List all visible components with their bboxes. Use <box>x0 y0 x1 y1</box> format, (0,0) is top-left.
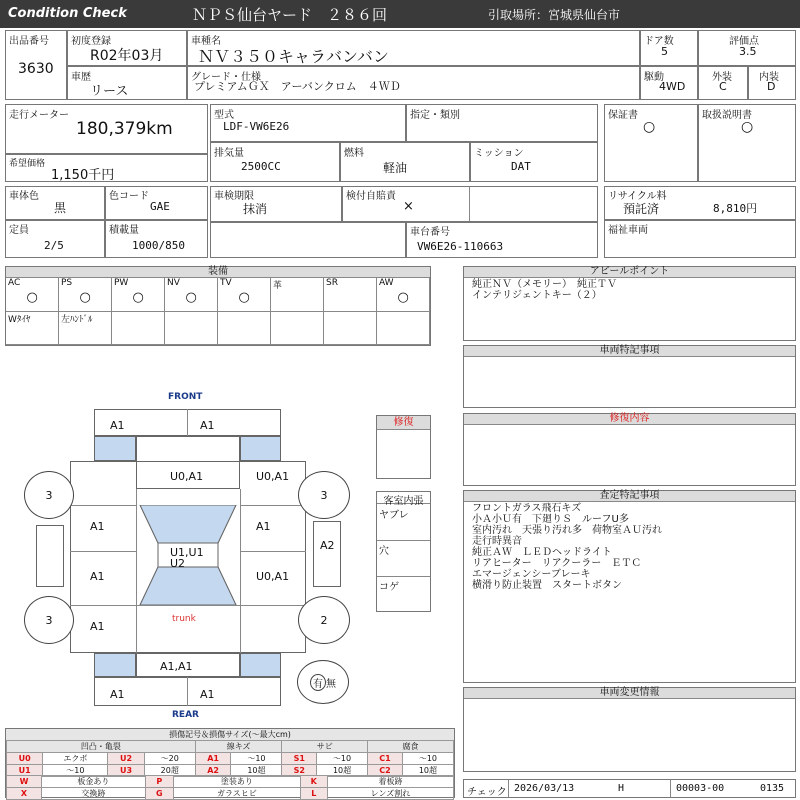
legend-cell: C1 <box>368 753 403 765</box>
inspection-code: 00003-00 <box>676 783 725 794</box>
color-code-box <box>105 186 208 220</box>
model-value: LDF-VW6E26 <box>223 120 290 133</box>
equipment-cell <box>377 278 430 312</box>
grade-value: プレミアムＧＸ アーバンクロム ４ＷＤ <box>194 80 401 93</box>
tire-rear-right <box>298 596 350 644</box>
equipment-value: ○ <box>132 290 144 305</box>
recycle-status: 預託済 <box>623 202 660 216</box>
exterior-grade-box <box>698 66 748 100</box>
inspection-number: 0135 <box>760 783 785 794</box>
body-color-box <box>5 186 105 220</box>
left-side-panel <box>36 525 64 587</box>
manual-value: ○ <box>741 119 754 135</box>
capacity-value: 2/5 <box>44 239 64 252</box>
damage-legend <box>5 728 455 798</box>
pickup-location: 引取場所：宮城県仙台市 <box>488 8 621 22</box>
note-line: フロントガラス飛石キズ <box>472 503 582 514</box>
equipment-key: PW <box>114 278 129 288</box>
vehicle-changes-title: 車両変更情報 <box>464 688 795 699</box>
equipment-value: ○ <box>185 290 197 305</box>
model-label: 型式 <box>214 110 234 121</box>
legend-cell: 20超 <box>144 765 195 777</box>
equipment-value: ○ <box>238 290 250 305</box>
special-notes-panel <box>463 345 796 408</box>
load-value: 1000/850 <box>132 239 185 252</box>
tire-rear-left <box>24 596 74 644</box>
legend-cell: 交換跡 <box>42 788 146 800</box>
vehicle-changes-panel <box>463 687 796 772</box>
transmission-value: DAT <box>511 160 531 173</box>
equipment-key: Wﾀｲﾔ <box>8 315 31 325</box>
equipment-panel <box>5 266 431 346</box>
repair-history-panel <box>463 413 796 486</box>
welfare-label: 福祉車両 <box>608 225 648 236</box>
spare-tire <box>297 660 349 704</box>
history-label: 車歴 <box>71 72 91 83</box>
grade-box <box>187 66 640 100</box>
mark-right-rear-door: U0,A1 <box>256 570 290 583</box>
mileage-label: 走行メーター <box>9 110 69 121</box>
legend-cell: C2 <box>368 765 403 777</box>
equipment-key: 革 <box>273 281 283 291</box>
first-reg-value: R02年03月 <box>90 48 164 64</box>
mileage-box <box>5 104 208 154</box>
mark-left-front-door: A1 <box>90 520 105 533</box>
body-color-label: 車体色 <box>9 191 39 202</box>
footer-bar <box>463 779 796 798</box>
load-label: 積載量 <box>109 225 139 236</box>
color-code-label: 色コード <box>109 191 149 202</box>
repair-box <box>376 415 431 479</box>
equipment-cell <box>6 312 59 345</box>
mileage-value: 180,379km <box>76 119 173 139</box>
equipment-cell <box>112 312 165 345</box>
displacement-label: 排気量 <box>214 148 244 159</box>
legend-cell: エクボ <box>43 753 108 765</box>
lot-number: 3630 <box>18 61 54 77</box>
note-line: 小Ａ小Ｕ有 下廻りＳ ルーフU多 <box>472 514 629 525</box>
interior-burn: コゲ <box>379 582 399 593</box>
manual-box <box>698 104 796 182</box>
legend-cell: レンズ割れ <box>327 788 453 800</box>
legend-cell: U1 <box>7 765 43 777</box>
equipment-cell <box>218 278 271 312</box>
legend-cell: S2 <box>282 765 317 777</box>
mark-right-side: A2 <box>320 539 335 552</box>
chassis-label: 車台番号 <box>410 227 450 238</box>
color-code-value: GAE <box>150 200 170 213</box>
legend-cell: 〜10 <box>402 753 453 765</box>
equipment-value: ○ <box>26 290 38 305</box>
doors-label: ドア数 <box>644 36 674 47</box>
mark-right-front-door: A1 <box>256 520 271 533</box>
legend-head: 線キズ <box>195 741 282 753</box>
load-box <box>105 220 208 258</box>
interior-box-title: 客室内張 <box>377 492 430 504</box>
exterior-label: 外装 <box>712 72 732 83</box>
legend-cell: 〜10 <box>317 753 368 765</box>
legend-cell: X <box>7 788 42 800</box>
interior-box <box>376 491 431 612</box>
legend-cell: 着板跡 <box>327 776 453 788</box>
legend-table <box>6 740 454 777</box>
equipment-cell <box>165 312 218 345</box>
fuel-value: 軽油 <box>383 161 408 175</box>
note-line: 室内汚れ 天張り汚れ多 荷物室ＡＵ汚れ <box>472 525 662 536</box>
mark-rear-left: A1 <box>110 688 125 701</box>
equipment-cell <box>324 312 377 345</box>
insurance-box <box>342 186 598 222</box>
blank-box <box>210 222 406 258</box>
score-box <box>698 30 796 66</box>
note-line: 純正ＡＷ ＬＥＤヘッドライト <box>472 547 612 558</box>
rear-label: REAR <box>172 710 199 720</box>
equipment-value: ○ <box>79 290 91 305</box>
chassis-value: VW6E26-110663 <box>417 240 504 253</box>
vehicle-name: ＮＶ３５０キャラバンバン <box>198 47 389 66</box>
first-reg-box <box>67 30 187 66</box>
manual-label: 取扱説明書 <box>702 110 752 121</box>
designation-box <box>406 104 598 142</box>
mark-roof-2: U2 <box>170 557 186 570</box>
score-value: 3.5 <box>739 45 757 58</box>
check-label: チェック <box>467 787 507 798</box>
rear-left-light <box>94 653 136 677</box>
mark-roof: U1,U1 <box>170 546 204 559</box>
drive-label: 駆動 <box>644 72 664 83</box>
equipment-cell <box>271 278 324 312</box>
equipment-cell <box>377 312 430 345</box>
capacity-box <box>5 220 105 258</box>
assessment-notes-title: 査定特記事項 <box>464 491 795 502</box>
note-line: 走行時異音 <box>472 536 522 547</box>
doors-box <box>640 30 698 66</box>
legend-cell: S1 <box>282 753 317 765</box>
score-label: 評価点 <box>729 36 759 47</box>
vehicle-name-box <box>187 30 640 66</box>
header-bar <box>0 0 800 28</box>
mark-left-rear-door: A1 <box>90 570 105 583</box>
right-side-panel <box>313 521 341 587</box>
equipment-value: ○ <box>397 290 409 305</box>
legend-cell: 10超 <box>317 765 368 777</box>
displacement-value: 2500CC <box>241 160 281 173</box>
appeal-panel <box>463 266 796 341</box>
mark-front-right-fender: U0,A1 <box>256 470 290 483</box>
interior-grade-box <box>748 66 796 100</box>
price-label: 希望価格 <box>9 159 46 169</box>
assessment-notes-text <box>472 503 662 591</box>
tire-rear-right-value: 2 <box>320 613 328 627</box>
history-value: リース <box>90 84 129 99</box>
inspection-value: 抹消 <box>243 202 268 216</box>
price-box <box>5 154 208 182</box>
exterior-value: C <box>719 80 727 93</box>
repair-history-title: 修復内容 <box>464 414 795 425</box>
inspection-box <box>210 186 342 222</box>
repair-box-title: 修復 <box>377 416 430 430</box>
legend-cell: A1 <box>195 753 231 765</box>
legend-cell: 〜20 <box>144 753 195 765</box>
note-line: エマージェンシーブレーキ <box>472 569 591 580</box>
legend-cell: ガラスヒビ <box>174 788 301 800</box>
fuel-label: 燃料 <box>344 148 364 159</box>
spare-tire-absent: 無 <box>326 678 336 690</box>
lot-number-box <box>5 30 67 100</box>
doors-value: 5 <box>661 45 668 58</box>
appeal-line: 純正ＮＶ（メモリー） 純正ＴＶ <box>472 279 617 290</box>
equipment-cell <box>271 312 324 345</box>
model-code-box <box>210 104 406 142</box>
equipment-cell <box>112 278 165 312</box>
legend-head: サビ <box>282 741 368 753</box>
note-line: リアヒーター リアクーラー ＥＴＣ <box>472 558 642 569</box>
legend-cell: 10超 <box>231 765 282 777</box>
brand-title: Condition Check <box>8 6 127 21</box>
capacity-label: 定員 <box>9 225 29 236</box>
tire-front-right <box>298 471 350 519</box>
interior-tear: ヤブレ <box>379 510 409 521</box>
interior-label: 内装 <box>759 72 779 83</box>
recycle-box <box>604 186 796 220</box>
transmission-box <box>470 142 598 182</box>
price-value: 1,150千円 <box>51 168 115 183</box>
insurance-value: × <box>403 199 414 214</box>
mark-hood: U0,A1 <box>170 470 204 483</box>
mark-front-left: A1 <box>110 419 125 432</box>
warranty-value: ○ <box>643 119 656 135</box>
insurance-label: 検付自賠責 <box>346 191 396 202</box>
equipment-key: NV <box>167 278 180 288</box>
interior-hole: 穴 <box>379 546 389 557</box>
history-box <box>67 66 187 100</box>
mark-left-rear: A1 <box>90 620 105 633</box>
mark-rear-right: A1 <box>200 688 215 701</box>
legend-cell: U0 <box>7 753 43 765</box>
grade-label: グレード・仕様 <box>191 72 261 83</box>
designation-label: 指定・類別 <box>410 110 460 121</box>
displacement-box <box>210 142 340 182</box>
legend-table-2 <box>6 775 454 800</box>
rear-right-light <box>240 653 281 677</box>
equipment-cell <box>324 278 377 312</box>
interior-value: D <box>767 80 776 93</box>
note-line: 横滑り防止装置 スタートボタン <box>472 580 622 591</box>
transmission-label: ミッション <box>474 148 524 159</box>
spare-tire-present: 有 <box>310 674 326 691</box>
legend-cell: 〜10 <box>231 753 282 765</box>
chassis-box <box>406 222 598 258</box>
equipment-key: AC <box>8 278 21 288</box>
front-left-light <box>94 436 136 461</box>
legend-cell: G <box>145 788 173 800</box>
check-date: 2026/03/13 <box>514 783 575 794</box>
front-right-light <box>240 436 281 461</box>
trunk-label: trunk <box>172 614 196 624</box>
legend-cell: K <box>300 776 327 788</box>
equipment-cell <box>59 312 112 345</box>
check-code: H <box>618 783 625 794</box>
body-color-value: 黒 <box>54 201 67 215</box>
auction-title: ＮＰＳ仙台ヤード ２８６回 <box>192 6 388 24</box>
appeal-line: インテリジェントキー（２） <box>472 290 602 301</box>
equipment-key: 左ﾊﾝﾄﾞﾙ <box>61 315 93 325</box>
front-label: FRONT <box>168 392 203 402</box>
equipment-key: AW <box>379 278 394 288</box>
legend-cell: W <box>7 776 42 788</box>
welfare-box <box>604 220 796 258</box>
assessment-notes-panel <box>463 490 796 683</box>
legend-cell: 10超 <box>402 765 453 777</box>
appeal-text <box>472 279 617 301</box>
legend-head: 凹凸・亀裂 <box>7 741 196 753</box>
tire-front-left <box>24 471 74 519</box>
legend-cell: 〜10 <box>43 765 108 777</box>
tire-rear-left-value: 3 <box>45 613 53 627</box>
legend-title: 損傷記号＆損傷サイズ(〜最大cm) <box>6 729 454 740</box>
recycle-fee: 8,810円 <box>713 202 758 215</box>
warranty-box <box>604 104 698 182</box>
equipment-cell <box>165 278 218 312</box>
vehicle-name-label: 車種名 <box>191 36 221 47</box>
legend-head: 腐食 <box>368 741 454 753</box>
appeal-title: アピールポイント <box>464 267 795 278</box>
lot-label: 出品番号 <box>9 36 49 47</box>
recycle-label: リサイクル料 <box>608 191 667 202</box>
legend-cell: L <box>300 788 327 800</box>
drive-value: 4WD <box>659 80 686 93</box>
equipment-key: SR <box>326 278 338 288</box>
legend-cell: A2 <box>195 765 231 777</box>
legend-cell: U2 <box>108 753 144 765</box>
drive-box <box>640 66 698 100</box>
mark-front-right: A1 <box>200 419 215 432</box>
equipment-cell <box>6 278 59 312</box>
legend-cell: P <box>145 776 173 788</box>
legend-cell: 塗装あり <box>174 776 301 788</box>
special-notes-title: 車両特記事項 <box>464 346 795 357</box>
equipment-key: TV <box>220 278 232 288</box>
equipment-cell <box>59 278 112 312</box>
tire-front-right-value: 3 <box>320 488 328 502</box>
legend-cell: U3 <box>108 765 144 777</box>
warranty-label: 保証書 <box>608 110 638 121</box>
equipment-cell <box>218 312 271 345</box>
tire-front-left-value: 3 <box>45 488 53 502</box>
equipment-title: 装備 <box>6 267 430 278</box>
fuel-box <box>340 142 470 182</box>
first-reg-label: 初度登録 <box>71 36 111 47</box>
inspection-label: 車検期限 <box>214 191 254 202</box>
legend-cell: 板金あり <box>42 776 146 788</box>
mark-rear-bumper: A1,A1 <box>160 660 193 673</box>
equipment-key: PS <box>61 278 73 288</box>
